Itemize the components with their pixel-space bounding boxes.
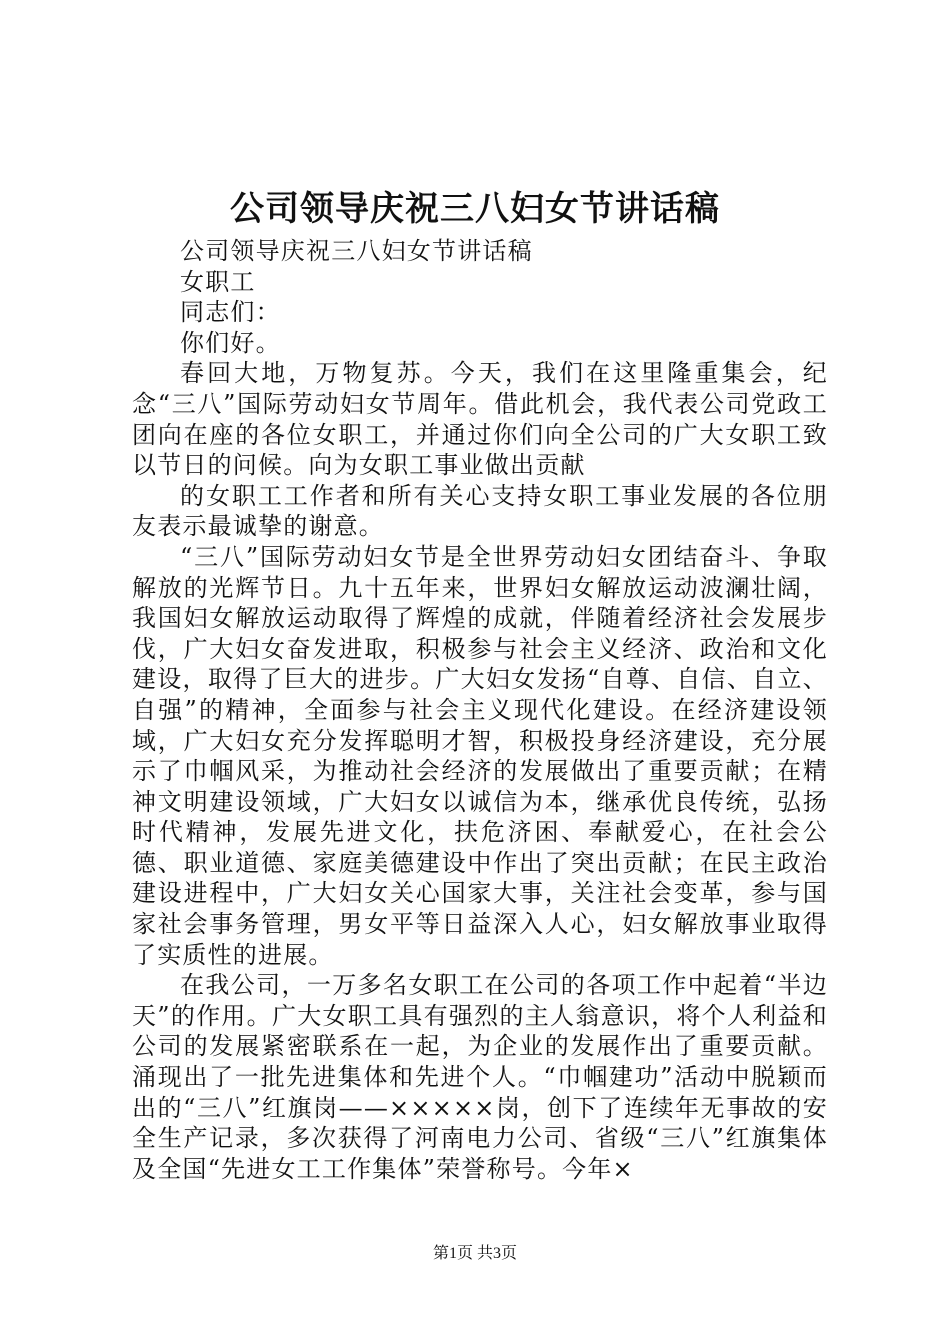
paragraph-salutation: 同志们：: [180, 298, 281, 327]
paragraph-audience: 女职工: [180, 267, 256, 296]
paragraph-subtitle: 公司领导庆祝三八妇女节讲话稿: [180, 237, 533, 265]
paragraph-womens-day-history: “三八”国际劳动妇女节是全世界劳动妇女团结奋斗、争取解放的光辉节日。九十五年来，世界妇女解放运动波澜壮阔，我国妇女解放运动取得了辉煌的成就，伴随着经济社会发展步伐，广大妇女奋发进取，积极参与社会主义经济、政治和文化建设，取得了巨大的进步。广大妇女发扬“自尊、自信、自立、自强”的精神，全面参与社会主义现代化建设。在经济建设领域，广大妇女充分发挥聪明才智，积极投身经济建设，充分展示了巾帼风采，为推动社会经济的发展做出了重要贡献；在精神文明建设领域，广大妇女以诚信为本，继承优良传统，弘扬时代精神，发展先进文化，扶危济困、奉献爱心，在社会公德、职业道德、家庭美德建设中作出了突出贡献；在民主政治建设进程中，广大妇女关心国家大事，关注社会变革，参与国家社会事务管理，男女平等日益深入人心，妇女解放事业取得了实质性的进展。: [132, 542, 828, 969]
paragraph-greeting: 你们好。: [180, 328, 281, 357]
paragraph-company-achievements: 在我公司，一万多名女职工在公司的各项工作中起着“半边天”的作用。广大女职工具有强烈的主人翁意识，将个人利益和公司的发展紧密联系在一起，为企业的发展作出了重要贡献。涌现出了一批先进集体和先进个人。“巾帼建功”活动中脱颖而出的“三八”红旗岗——×××××岗，创下了连续年无事故的安全生产记录，多次获得了河南电力公司、省级“三八”红旗集体及全国“先进女工工作集体”荣誉称号。今年×: [132, 971, 828, 1183]
document-title: 公司领导庆祝三八妇女节讲话稿: [230, 189, 720, 229]
paragraph-opening: 春回大地，万物复苏。今天，我们在这里隆重集会，纪念“三八”国际劳动妇女节周年。借此机会，我代表公司党政工团向在座的各位女职工，并通过你们向全公司的广大女职工致以节日的问候。向为女职工事业做出贡献: [132, 359, 828, 480]
document-body: [132, 236, 828, 1184]
page-number-footer: 第1页 共3页: [432, 1245, 517, 1262]
paragraph-thanks: 的女职工工作者和所有关心支持女职工事业发展的各位朋友表示最诚挚的谢意。: [132, 481, 828, 541]
